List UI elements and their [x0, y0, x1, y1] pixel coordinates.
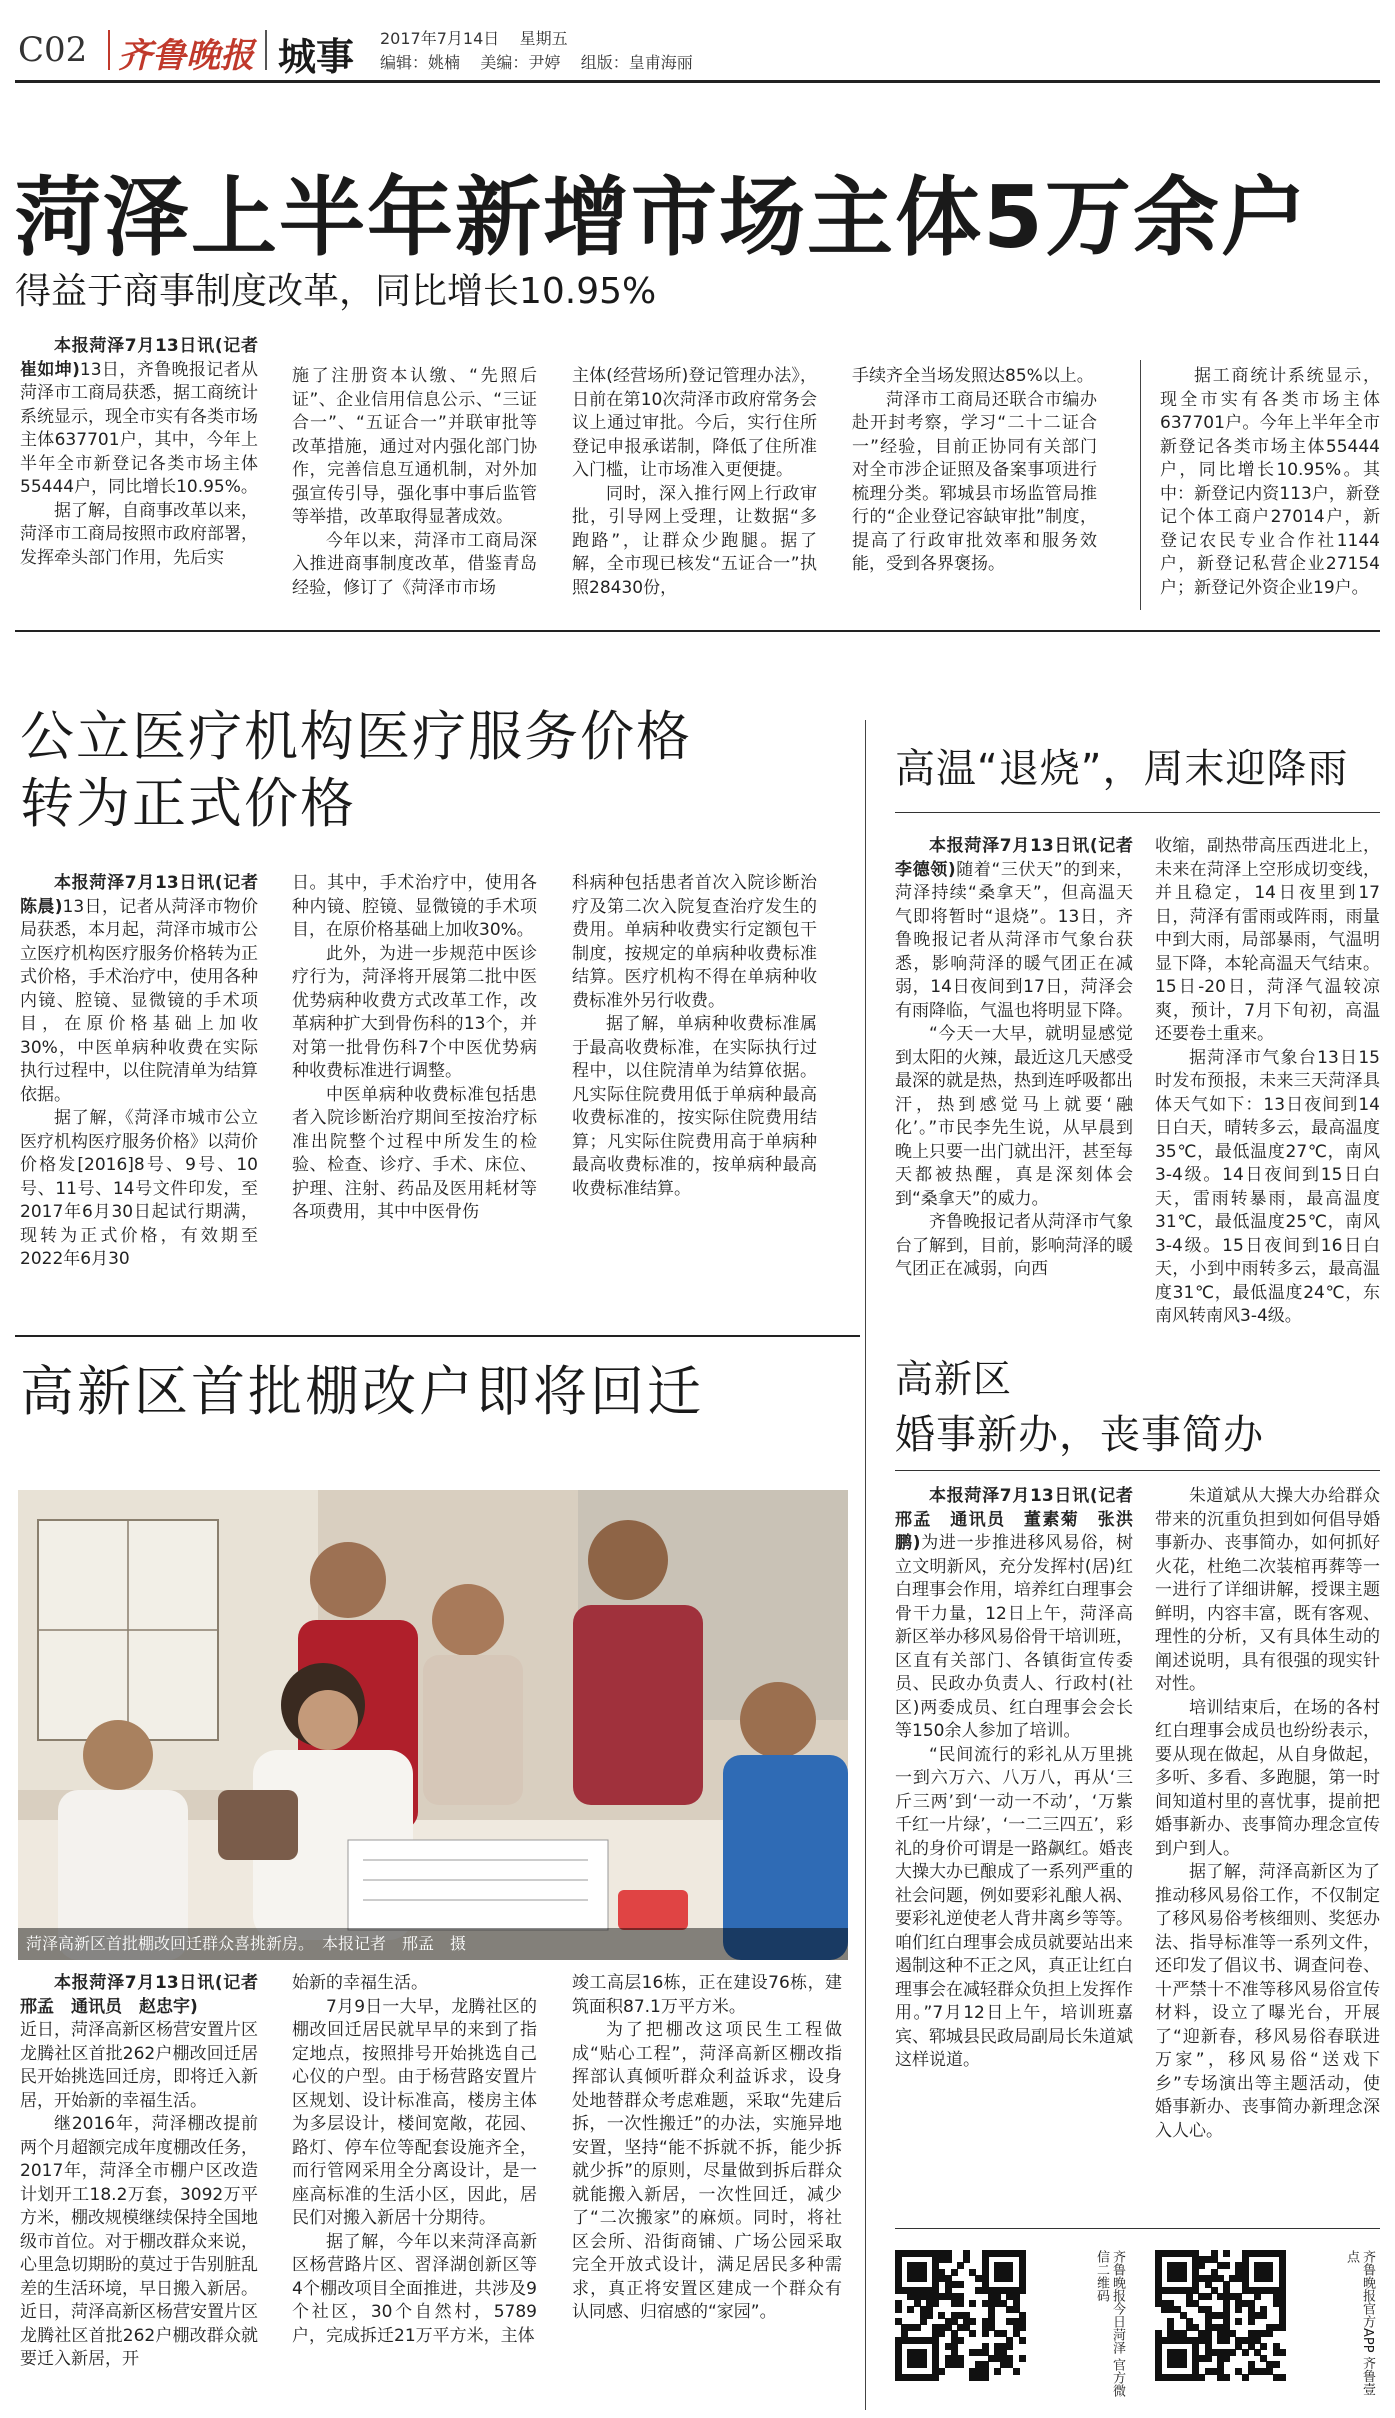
qr-module	[1260, 2312, 1267, 2319]
qr-module	[957, 2281, 964, 2288]
article1-col4-text: 手续齐全当场发照达85%以上。	[852, 366, 1094, 386]
qr-module	[1006, 2275, 1013, 2282]
masthead-rule	[15, 80, 1380, 83]
article4-column-3	[572, 1972, 842, 2412]
qr-module	[1198, 2374, 1205, 2381]
article4-col2-text: 始新的幸福生活。	[292, 1973, 428, 1993]
qr-module	[1235, 2306, 1242, 2313]
article1-col3-text: 主体(经营场所)登记管理办法》，日前在第10次菏泽市政府常务会议上通过审批。今后，实行住所登记申报承诺制，降低了住所准入门槛，让市场准入更便捷。	[572, 366, 817, 480]
qr-module	[945, 2256, 952, 2263]
qr-module	[957, 2262, 964, 2269]
section-rule	[15, 1335, 860, 1337]
qr-module	[1279, 2349, 1286, 2356]
proof-name: 皇甫海丽	[628, 53, 693, 72]
qr-module	[1013, 2368, 1020, 2375]
editor-name: 姚楠	[428, 53, 461, 72]
article3-column-1	[895, 835, 1150, 1325]
article5-col2-text: 朱道斌从大操大办给群众带来的沉重负担到如何倡导婚事新办、丧事简办，如何抓好火花，杜绝二次装棺再葬等一一进行了详细讲解，授课主题鲜明，内容丰富，既有客观、理性的分析，又有具体生动的阐述说明，具有很强的现实针对性。	[1155, 1486, 1380, 1694]
article3-col2-text: 收缩，副热带高压西进北上，未来在菏泽上空形成切变线，并且稳定，14日夜里到17日，菏泽有雷雨或阵雨，雨量中到大雨，局部暴雨，气温明显下降，本轮高温天气结束。15日-20日，菏泽气温较凉爽，预计，7月下旬初，高温还要卷土重来。	[1155, 836, 1380, 1044]
qr-label-wechat	[1045, 2250, 1125, 2400]
article3-col1-text: 随着“三伏天”的到来，菏泽持续“桑拿天”，但高温天气即将暂时“退烧”。13日，齐鲁晚报记者从菏泽市气象台获悉，影响菏泽的暖气团正在减弱，14日夜间到17日，菏泽会有雨降临，气温也将明显下降。	[895, 859, 1133, 1021]
article4-column-2	[292, 1972, 537, 2412]
article3-title: 高温“退烧”，周末迎降雨	[895, 746, 1349, 792]
qr-module	[957, 2361, 964, 2368]
qr-module	[1254, 2293, 1261, 2300]
qr-module	[969, 2330, 976, 2337]
qr-module	[938, 2368, 945, 2375]
issue-weekday: 星期五	[519, 29, 568, 48]
paper-logo: 齐鲁晚报	[118, 36, 254, 76]
qr-module	[1205, 2293, 1212, 2300]
qr-module	[1242, 2349, 1249, 2356]
article5-title-line-2: 婚事新办，丧事简办	[895, 1412, 1264, 1458]
qr-module	[957, 2300, 964, 2307]
qr-module	[1223, 2374, 1230, 2381]
qr-module	[920, 2318, 927, 2325]
qr-module	[1198, 2262, 1205, 2269]
article1-col5-text: 据工商统计系统显示，现全市实有各类市场主体637701户。今年上半年全市新登记各类市场主体55444户，同比增长10.95%。其中：新登记内资113户，新登记个体工商户27014户，新登记农民专业合作社1144户，新登记私营企业27154户；新登记外资企业19户。	[1160, 366, 1380, 598]
qr-module	[926, 2312, 933, 2319]
issue-date: 2017年7月14日	[380, 29, 500, 48]
qr-module	[1205, 2355, 1212, 2362]
article5-column-2	[1155, 1485, 1380, 2220]
article4-col3b-text: 为了把棚改这项民生工程做成“贴心工程”，菏泽高新区棚改指挥部认真倾听群众利益诉求，设身处地替群众考虑难题，采取“先建后拆，一次性搬迁”的办法，实施异地安置，坚持“能不拆就不拆，能少拆就少拆”的原则，尽量做到拆后群众就能搬入新居，一次性回迁，减少了“二次搬家”的麻烦。同时，将社区会所、沿街商铺、广场公园采取完全开放式设计，满足居民多种需求，真正将安置区建成一个群众有认同感、归宿感的“家园”。	[572, 2020, 842, 2322]
article2-title-line-2: 转为正式价格	[20, 772, 356, 835]
article3-byline: 本报菏泽7月13日讯(记者 李德领)	[895, 836, 1150, 880]
qr-label-wechat-main: 齐鲁晚报今日菏泽	[1110, 2250, 1125, 2354]
article1-column-3	[572, 365, 817, 615]
masthead	[0, 0, 1395, 80]
qr-module	[969, 2300, 976, 2307]
photo-caption: 菏泽高新区首批棚改回迁群众喜挑新房。 本报记者 邢孟 摄	[18, 1928, 848, 1960]
qr-module	[1223, 2337, 1230, 2344]
article1-col2-text: 施了注册资本认缴、“先照后证”、企业信用信息公示、“三证合一”、“五证合一”并联审批等改革措施，通过对内强化部门协作，完善信息互通机制，对外加强宣传引导，强化事中事后监管等举措，改革取得显著成效。	[292, 366, 537, 527]
photo-illustration	[18, 1490, 848, 1960]
qr-module	[1019, 2324, 1026, 2331]
qr-module	[1273, 2361, 1280, 2368]
qr-module	[1242, 2374, 1249, 2381]
article4-byline: 本报菏泽7月13日讯(记者 邢孟 通讯员 赵忠宇)	[20, 1973, 275, 2017]
qr-module	[951, 2269, 958, 2276]
artist-name: 尹婷	[528, 53, 561, 72]
article2-col2-text: 日。其中，手术治疗中，使用各种内镜、腔镜、显微镜的手术项目，在原价格基础上加收30%。	[292, 873, 537, 940]
qr-module	[932, 2300, 939, 2307]
article1-column-rule	[1140, 360, 1141, 610]
qr-module	[1019, 2337, 1026, 2344]
article2-col3b-text: 据了解，单病种收费标准属于最高收费标准，在实际执行过程中，以住院清单为结算依据。凡实际住院费用低于单病种最高收费标准的，按实际住院费用结算；凡实际住院费用高于单病种最高收费标准的，按单病种最高收费标准结算。	[572, 1014, 817, 1199]
right-column-rule	[865, 720, 866, 2410]
masthead-divider	[108, 30, 110, 70]
article1-subtitle: 得益于商事制度改革，同比增长10.95%	[15, 271, 657, 312]
article4-col3-text: 竣工高层16栋，正在建设76栋，建筑面积87.1万平方米。	[572, 1973, 842, 2017]
article1-column-5	[1160, 365, 1380, 615]
qr-module	[1266, 2330, 1273, 2337]
qr-block-app	[1155, 2240, 1380, 2410]
article2-title-line-1: 公立医疗机构医疗服务价格	[20, 705, 692, 768]
article5-byline: 本报菏泽7月13日讯(记者 邢孟 通讯员 董素菊 张洪鹏)	[895, 1486, 1150, 1553]
qr-module	[920, 2361, 927, 2368]
qr-module	[1260, 2343, 1267, 2350]
qr-area-rule	[895, 2228, 1380, 2229]
qr-module	[914, 2324, 921, 2331]
staff-line	[380, 50, 693, 73]
article1-col3b-text: 同时，深入推行网上行政审批，引导网上受理，让数据“多跑路”，让群众少跑腿。据了解，全市现已核发“五证合一”执照28430份，	[572, 483, 817, 598]
article5-col1b-text: “民间流行的彩礼从万里挑一到六万六、八万八，再从‘三斤三两’到‘一动一不动’，‘万紫千红一片绿’，‘一二三四五’，彩礼的身价可谓是一路飙红。婚丧大操大办已酿成了一系列严重的社会问题，例如要彩礼酿人祸、要彩礼逆使老人背井离乡等等。咱们红白理事会成员就要站出来遏制这种不正之风，真正让红白理事会在减轻群众负担上发挥作用。”7月12日上午，培训班嘉宾、郓城县民政局副局长朱道斌这样说道。	[895, 1744, 1133, 2070]
article2-column-2	[292, 872, 537, 1312]
article2-col2b-text: 此外，为进一步规范中医诊疗行为，菏泽将开展第二批中医优势病种收费方式改革工作，改革病种扩大到骨伤科的13个，并对第一批骨伤科7个中医优势病种收费标准进行调整。	[292, 943, 537, 1081]
article3-col1c-text: 齐鲁晚报记者从菏泽市气象台了解到，目前，影响菏泽的暖气团正在减弱，向西	[895, 1212, 1133, 1279]
qr-module	[1180, 2361, 1187, 2368]
article3-column-2	[1155, 835, 1380, 1325]
qr-module	[1223, 2250, 1230, 2257]
article2-column-1	[20, 872, 275, 1312]
qr-module	[932, 2374, 939, 2381]
qr-label-wechat-sub: 官方微信二维码	[1094, 2250, 1125, 2398]
qr-label-app-main: 齐鲁晚报官方APP	[1360, 2250, 1375, 2353]
article1-byline: 本报菏泽7月13日讯(记者 崔如坤)	[20, 336, 275, 380]
article5-col2c-text: 据了解，菏泽高新区为了推动移风易俗工作，不仅制定了移风易俗考核细则、奖惩办法、指导标准等一系列文件，还印发了倡议书、调查问卷、十严禁十不准等移风易俗宣传材料，设立了曝光台，开展了“迎新春，移风易俗春联进万家”，移风易俗“送戏下乡”专场演出等主题活动，使婚事新办、丧事简办新理念深入人心。	[1155, 1862, 1380, 2141]
article4-col2b-text: 7月9日一大早，龙腾社区的棚改回迁居民就早早的来到了指定地点，按照排号开始挑选自己心仪的户型。由于杨营路安置片区规划、设计标准高，楼房主体为多层设计，楼间宽敞，花园、路灯、停车位等配套设施齐全，而行管网采用全分离设计，是一座高标准的生活小区，因此，居民们对搬入新居十分期待。	[292, 1996, 537, 2228]
article4-col2c-text: 据了解，今年以来菏泽高新区杨营路片区、習泽湖创新区等4个棚改项目全面推进，共涉及9个社区，30个自然村，5789户，完成拆迁21万平方米，主体	[292, 2231, 537, 2346]
app-qr-code-icon	[1155, 2250, 1285, 2380]
article2-col1-text: 13日，记者从菏泽市物价局获悉，本月起，菏泽市城市公立医疗机构医疗服务价格转为正式价格，手术治疗中，使用各种内镜、腔镜、显微镜的手术项目，在原价格基础上加收30%，中医单病种收费在实际执行过程中，以住院清单为结算依据。	[20, 896, 258, 1105]
article1-col4b-text: 菏泽市工商局还联合市编办赴开封考察，学习“二十二证合一”经验，目前正协同有关部门对全市涉企证照及备案事项进行梳理分类。郓城县市场监管局推行的“企业登记容缺审批”制度，提高了行政审批效率和服务效能，受到各界褒扬。	[852, 389, 1097, 574]
qr-module	[938, 2330, 945, 2337]
article4-title: 高新区首批棚改户即将回迁	[20, 1360, 704, 1423]
editor-label: 编辑：	[380, 53, 429, 72]
article1-col1b-text: 据了解，自商事改革以来，菏泽市工商局按照市政府部署，发挥牵头部门作用，先后实	[20, 500, 258, 568]
qr-label-app-sub: 齐鲁壹点	[1344, 2250, 1375, 2396]
qr-module	[1235, 2318, 1242, 2325]
artist-label: 美编：	[480, 53, 529, 72]
article1-column-1	[20, 335, 275, 615]
qr-module	[920, 2275, 927, 2282]
qr-module	[1279, 2374, 1286, 2381]
article2-byline: 本报菏泽7月13日讯(记者 陈晨)	[20, 873, 275, 917]
qr-module	[1248, 2318, 1255, 2325]
article4-column-1	[20, 1972, 275, 2412]
page-number: C02	[18, 30, 88, 70]
qr-module	[982, 2330, 989, 2337]
issue-date-line	[380, 26, 568, 49]
article2-column-3	[572, 872, 817, 1312]
qr-module	[1279, 2324, 1286, 2331]
article1-title: 菏泽上半年新增市场主体5万余户	[15, 168, 1309, 268]
qr-module	[969, 2318, 976, 2325]
qr-module	[907, 2306, 914, 2313]
qr-module	[1006, 2343, 1013, 2350]
qr-module	[982, 2374, 989, 2381]
article1-column-4	[852, 365, 1097, 615]
qr-module	[1266, 2275, 1273, 2282]
article3-col1b-text: “今天一大早，就明显感觉到太阳的火辣，最近这几天感受最深的就是热，热到连呼吸都出汗，热到感觉马上就要‘融化’。”市民李先生说，从早晨到晚上只要一出门就出汗，甚至每天都被热醒，真是深刻体会到“桑拿天”的威力。	[895, 1024, 1133, 1209]
article5-col2b-text: 培训结束后，在场的各村红白理事会成员也纷纷表示，要从现在做起，从自身做起，多听、多看、多跑腿，第一时间知道村里的喜忧事，提前把婚事新办、丧事简办理念宣传到户到人。	[1155, 1697, 1380, 1859]
wechat-qr-code-icon	[895, 2250, 1025, 2380]
article3-col2b-text: 据菏泽市气象台13日15时发布预报，未来三天菏泽具体天气如下：13日夜间到14日白天，晴转多云，最高温度35℃，最低温度27℃，南风3-4级。14日夜间到15日白天，雷雨转暴雨，最高温度31℃，最低温度25℃，南风3-4级。15日夜间到16日白天，小到中雨转多云，最高温度31℃，最低温度24℃，东南风转南风3-4级。	[1155, 1047, 1380, 1326]
qr-module	[1019, 2355, 1026, 2362]
article5-title-rule	[895, 1470, 1380, 1471]
qr-module	[1229, 2349, 1236, 2356]
qr-block-wechat	[895, 2240, 1135, 2410]
qr-module	[1223, 2262, 1230, 2269]
qr-module	[1180, 2275, 1187, 2282]
proof-label: 组版：	[580, 53, 629, 72]
article2-col2c-text: 中医单病种收费标准包括患者入院诊断治疗期间至按治疗标准出院整个过程中所发生的检验、检查、诊疗、手术、床位、护理、注射、药品及医用耗材等各项费用，其中中医骨伤	[292, 1084, 537, 1222]
section-rule	[15, 630, 1380, 632]
article1-column-2	[292, 365, 537, 615]
qr-module	[1223, 2355, 1230, 2362]
section-name: 城事	[278, 35, 355, 79]
article4-col1-text: 近日，菏泽高新区杨营安置片区龙腾社区首批262户棚改回迁居民开始挑选回迁房，即将迁入新居，开始新的幸福生活。	[20, 2020, 258, 2111]
article2-col3-text: 科病种包括患者首次入院诊断治疗及第二次入院复查治疗发生的费用。单病种收费实行定额包干制度，按规定的单病种收费标准结算。医疗机构不得在单病种收费标准外另行收费。	[572, 873, 817, 1011]
article1-col1-text: 13日，齐鲁晚报记者从菏泽市工商局获悉，据工商统计系统显示，现全市实有各类市场主体637701户，其中，今年上半年全市新登记各类市场主体55444户，同比增长10.95%。	[20, 359, 258, 497]
article1-col2b-text: 今年以来，菏泽市工商局深入推进商事制度改革，借鉴青岛经验，修订了《菏泽市市场	[292, 530, 537, 598]
article3-title-rule	[895, 812, 1380, 813]
article4-col1b-text: 继2016年，菏泽棚改提前两个月超额完成年度棚改任务，2017年，菏泽全市棚户区改造计划开工18.2万套，3092万平方米，棚改规模继续保持全国地级市首位。对于棚改群众来说，心里急切期盼的莫过于告别脏乱差的生活环境，早日搬入新居。近日，菏泽高新区杨营安置片区龙腾社区首批262户棚改群众就要迁入新居，开	[20, 2114, 258, 2369]
qr-module	[895, 2306, 902, 2313]
article5-col1-text: 为进一步推进移风易俗，树立文明新风，充分发挥村(居)红白理事会作用，培养红白理事会骨干力量，12日上午，菏泽高新区举办移风易俗骨干培训班，区直有关部门、各镇街宣传委员、民政办负责人、行政村(社区)两委成员、红白理事会会长等150余人参加了培训。	[895, 1533, 1133, 1741]
masthead-divider	[265, 30, 267, 70]
article4-photo	[18, 1490, 848, 1960]
qr-module	[957, 2337, 964, 2344]
qr-label-app	[1305, 2250, 1375, 2400]
article5-column-1	[895, 1485, 1150, 2220]
article2-col1b-text: 据了解，《菏泽市城市公立医疗机构医疗服务价格》以菏价价格发[2016]8号、9号、10号、11号、14号文件印发，至2017年6月30日起试行期满，现转为正式价格，有效期至2022年6月30	[20, 1108, 258, 1269]
article5-title-line-1: 高新区	[895, 1357, 1013, 1401]
qr-module	[963, 2256, 970, 2263]
qr-module	[1019, 2287, 1026, 2294]
qr-module	[994, 2368, 1001, 2375]
